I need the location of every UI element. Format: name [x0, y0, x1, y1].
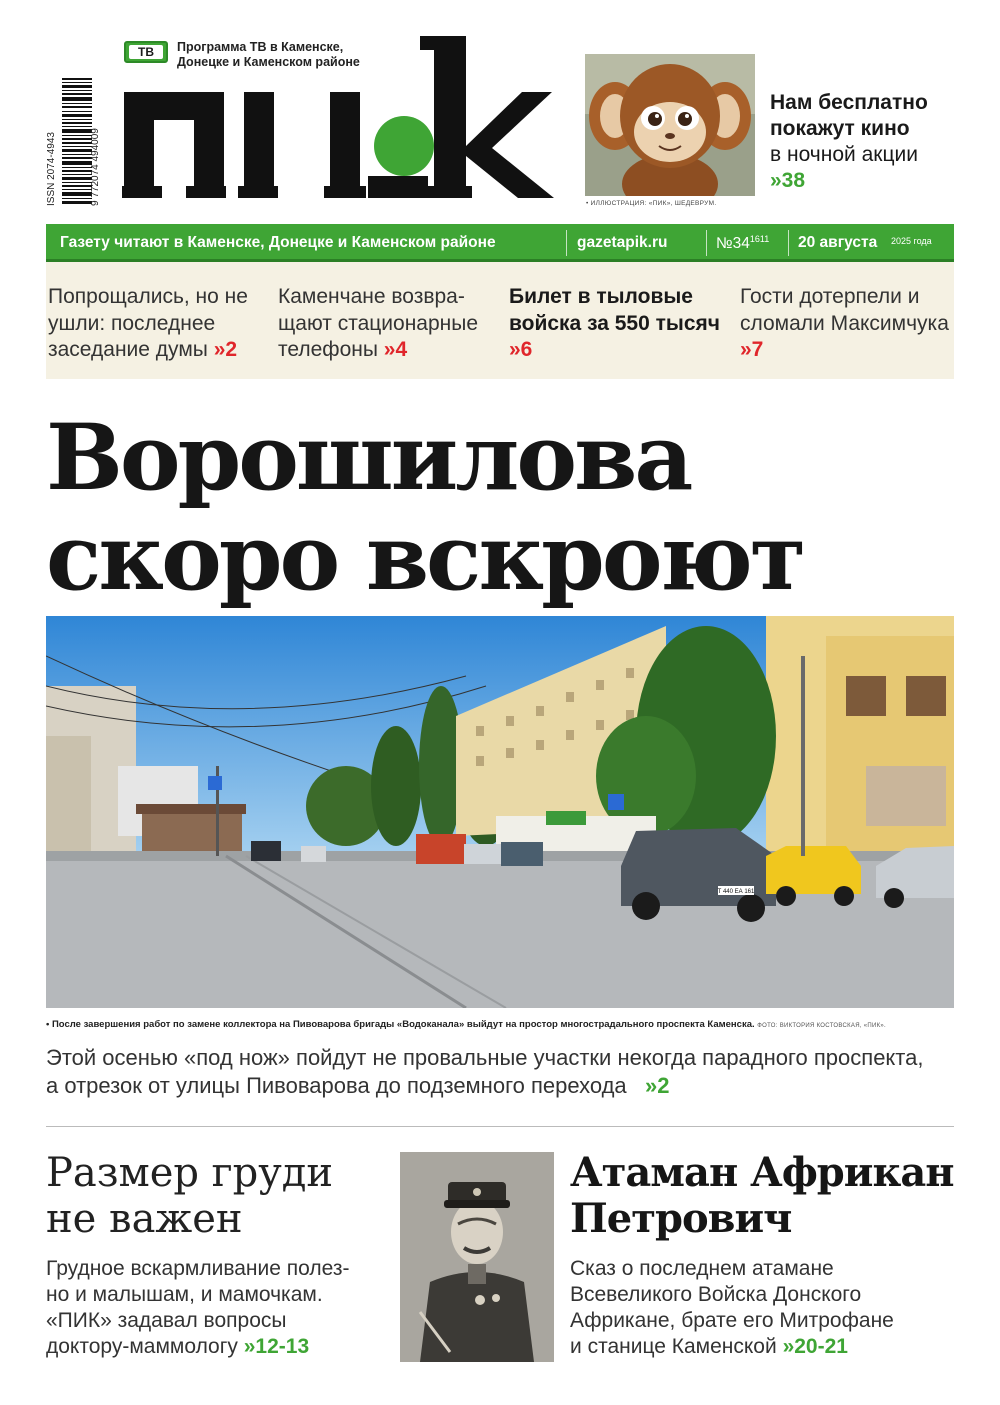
issue-number-main: №34	[716, 235, 750, 253]
strip-item[interactable]	[278, 284, 493, 364]
issn-label: ISSN 2074-4943	[46, 132, 57, 206]
website-link[interactable]: gazetapik.ru	[577, 234, 668, 251]
tv-program-line1: Программа ТВ в Каменске,	[177, 40, 344, 54]
strip-item-page: »2	[213, 338, 238, 361]
story-right-title-line2: Петрович	[570, 1195, 792, 1242]
story-left-body-line2: но и малышам, и мамочкам.	[46, 1283, 323, 1306]
street-photo	[46, 616, 954, 1008]
lead-line2-wrap	[46, 1072, 954, 1100]
strip-item-page: »4	[383, 338, 408, 361]
monkey-illustration	[585, 54, 755, 196]
story-right-title[interactable]	[570, 1150, 970, 1242]
strip-item[interactable]	[740, 284, 955, 364]
strip-item-page: »6	[509, 338, 533, 361]
barcode-number: 9 772074 494009	[90, 128, 101, 206]
story-right-body	[570, 1256, 954, 1360]
photo-credit: ФОТО: ВИКТОРИЯ КОСТОВСКАЯ, «ПИК».	[757, 1023, 887, 1029]
story-left-title-line1: Размер груди	[46, 1150, 334, 1196]
photo-caption-text: • После завершения работ по замене коллектора на Пивоварова бригады «Водоканала» выйдут на простор многострадального проспекта Каменска.	[46, 1019, 755, 1030]
strip-item-page: »7	[740, 338, 764, 361]
band-divider	[788, 230, 789, 256]
photo-caption	[46, 1019, 954, 1030]
strip-item[interactable]	[509, 284, 724, 364]
lead-line2: а отрезок от улицы Пивоварова до подземного перехода	[46, 1073, 627, 1098]
tv-badge-label: ТВ	[129, 45, 163, 59]
band-divider	[566, 230, 567, 256]
strip-item-text: Билет в тыловые войска за 550 тысяч	[509, 285, 720, 335]
top-teaser-line1: Нам бесплатно	[770, 91, 928, 114]
story-right-page: »20-21	[782, 1335, 848, 1358]
story-left-body-line4-wrap	[46, 1334, 386, 1360]
issue-date: 20 августа	[798, 234, 878, 251]
story-right-body-line1: Сказ о последнем атамане	[570, 1257, 834, 1280]
strip-item[interactable]	[48, 284, 263, 364]
story-left-body-line4: доктору-маммологу	[46, 1335, 238, 1358]
logo	[122, 36, 562, 206]
story-right-body-line4: и станице Каменской	[570, 1335, 777, 1358]
lead-line1: Этой осенью «под нож» пойдут не провальные участки некогда парадного проспекта,	[46, 1045, 924, 1070]
story-right-title-line1: Атаман Африкан	[570, 1149, 954, 1196]
top-teaser-line3: в ночной акции	[770, 143, 918, 166]
band-divider	[706, 230, 707, 256]
top-teaser-line2: покажут кино	[770, 117, 910, 140]
strip-item-text: Каменчане возвра-щают стационарные телефоны	[278, 285, 479, 361]
story-right-body-line2: Всевеликого Войска Донского	[570, 1283, 862, 1306]
ataman-portrait	[400, 1152, 554, 1362]
story-right-body-line3: Африкане, брате его Митрофане	[570, 1309, 894, 1332]
issue-number	[716, 234, 769, 253]
story-left-body-line3: «ПИК» задавал вопросы	[46, 1309, 287, 1332]
band-slogan: Газету читают в Каменске, Донецке и Каменском районе	[60, 234, 496, 251]
top-teaser[interactable]	[770, 90, 960, 194]
story-left-body	[46, 1256, 386, 1360]
story-left-page: »12-13	[243, 1335, 310, 1358]
issue-number-total: 1611	[749, 234, 770, 244]
tv-program-line2: Донецке и Каменском районе	[177, 55, 360, 69]
story-left-body-line1: Грудное вскармливание полез-	[46, 1257, 350, 1280]
story-left-title[interactable]	[46, 1150, 386, 1242]
section-divider	[46, 1126, 954, 1127]
top-teaser-page: »38	[770, 169, 806, 192]
story-right-body-line4-wrap	[570, 1334, 954, 1360]
strip-item-text: Попрощались, но не ушли: последнее заседание думы	[48, 285, 248, 361]
main-headline[interactable]	[46, 405, 946, 611]
lead-paragraph[interactable]	[46, 1044, 954, 1100]
illustration-credit: • ИЛЛЮСТРАЦИЯ: «ПИК», ШЕДЕВРУМ.	[586, 200, 717, 207]
headline-line2: скоро вскроют	[46, 505, 804, 611]
story-left-title-line2: не важен	[46, 1196, 243, 1242]
license-plate-text: Т 440 ЕА 161	[717, 889, 755, 895]
strip-item-text: Гости дотерпели и сломали Максимчука	[740, 285, 949, 335]
logo-dot-icon	[374, 116, 434, 176]
issue-year: 2025 года	[891, 236, 932, 246]
lead-page: »2	[645, 1073, 670, 1098]
headline-line1: Ворошилова	[46, 405, 691, 511]
